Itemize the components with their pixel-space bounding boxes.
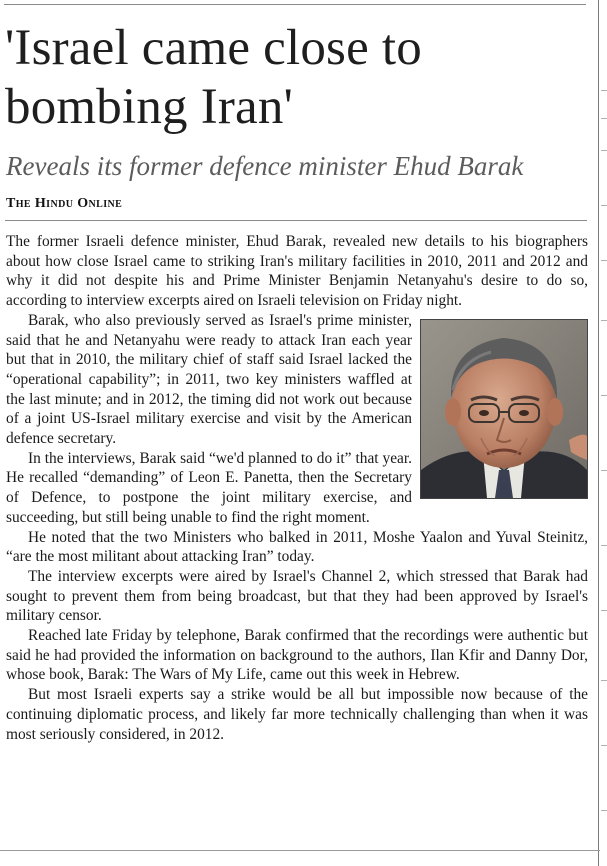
paragraph: He noted that the two Ministers who balked in 2011, Moshe Yaalon and Yuval Steinitz, “are the most militant about attacking Iran” today. (6, 528, 588, 566)
column-text-fragment (601, 395, 607, 396)
subheadline: Reveals its former defence minister Ehud Barak (6, 151, 524, 181)
column-text-fragment (601, 90, 607, 91)
column-divider (598, 0, 599, 866)
column-text-fragment (601, 745, 607, 746)
column-text-fragment (601, 118, 607, 119)
column-text-fragment (601, 470, 607, 471)
headline: 'Israel came close to bombing Iran' (5, 20, 422, 135)
column-text-fragment (601, 680, 607, 681)
column-text-fragment (601, 205, 607, 206)
paragraph: The interview excerpts were aired by Israel's Channel 2, which stressed that Barak had sought to prevent them from being broadcast, but that they had been approved by Israel's military censor. (6, 567, 588, 625)
column-text-fragment (601, 320, 607, 321)
column-text-fragment (601, 150, 607, 151)
adjacent-column-edge (596, 0, 607, 866)
top-rule (4, 4, 586, 5)
bottom-rule (0, 850, 600, 851)
column-text-fragment (601, 545, 607, 546)
paragraph: In the interviews, Barak said “we'd planned to do it” that year. He recalled “demanding” of Leon E. Panetta, then the Secretary of Defence, to postpone the joint military exercise, and succeeding, but still being unable to find the right moment. (6, 449, 412, 526)
portrait-image (421, 320, 587, 498)
paragraph: Barak, who also previously served as Israel's prime minister, said that he and Netanyahu were ready to attack Iran each year but that in 2010, the military chief of staff said Israel lacked the “operational capability”; in 2011, two key ministers waffled at the last minute; and in 2012, the timing did not work out because of a joint US-Israel military exercise and visit by the American defence secretary. (6, 311, 412, 448)
portrait-photo (420, 319, 588, 499)
column-text-fragment (601, 810, 607, 811)
paragraph: Reached late Friday by telephone, Barak confirmed that the recordings were authentic but said he had provided the information on background to the authors, Ilan Kfir and Danny Dor, whose book, Barak: The Wars of My Life, came out this week in Hebrew. (6, 627, 588, 684)
article-body (6, 232, 588, 744)
byline-rule (5, 220, 587, 221)
paragraph: But most Israeli experts say a strike would be all but impossible now because of the continuing diplomatic process, and likely far more technically challenging than when it was most seriously considered, in 2012. (6, 686, 588, 743)
column-text-fragment (601, 610, 607, 611)
paragraph: The former Israeli defence minister, Ehud Barak, revealed new details to his biographers about how close Israel came to striking Iran's military facilities in 2010, 2011 and 2012 and why it did not despite his and Prime Minister Benjamin Netanyahu's desire to do so, according to interview excerpts aired on Israeli television on Friday night. (6, 233, 588, 310)
column-text-fragment (601, 260, 607, 261)
byline: The Hindu Online (6, 196, 123, 211)
